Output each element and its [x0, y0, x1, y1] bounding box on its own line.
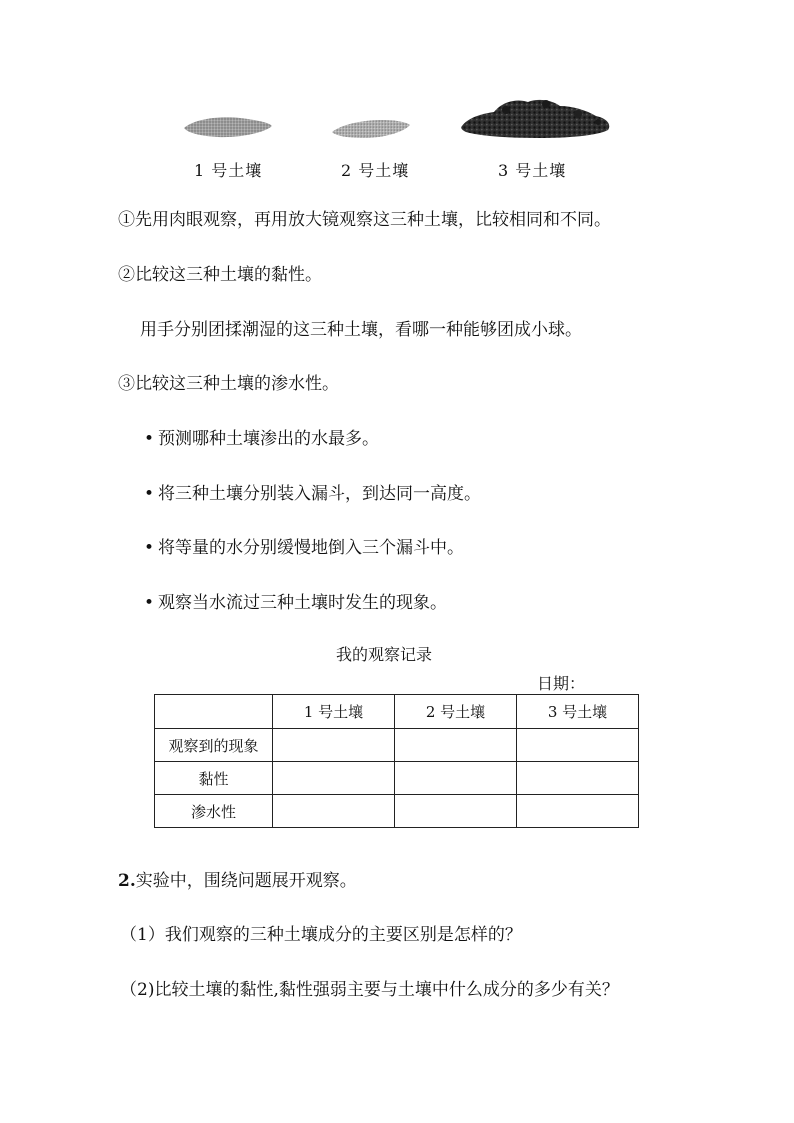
table-row — [155, 795, 639, 828]
section-2-heading — [118, 866, 357, 891]
step-2-text: ②比较这三种土壤的黏性。 — [118, 265, 322, 285]
soil-3-label: 3 号土壤 — [498, 161, 567, 180]
record-cell[interactable] — [517, 729, 639, 762]
question-2: （2)比较土壤的黏性,黏性强弱主要与土壤中什么成分的多少有关？ — [120, 980, 619, 1000]
record-cell[interactable] — [395, 729, 517, 762]
soil-1-label: 1 号土壤 — [194, 161, 263, 180]
bullet-icon: • — [144, 538, 155, 558]
observation-record-table — [154, 694, 639, 828]
bullet-item — [144, 533, 464, 558]
bullet-text: 将等量的水分别缓慢地倒入三个漏斗中。 — [158, 538, 465, 558]
bullet-item — [144, 588, 447, 613]
bullet-item — [144, 424, 379, 449]
record-cell[interactable] — [273, 729, 395, 762]
section-number: 2. — [118, 871, 136, 891]
table-row — [155, 729, 639, 762]
bullet-icon: • — [144, 593, 155, 613]
bullet-text: 观察当水流过三种土壤时发生的现象。 — [158, 593, 448, 613]
record-cell[interactable] — [395, 762, 517, 795]
table-header-cell: 3 号土壤 — [517, 695, 639, 729]
bullet-icon: • — [144, 429, 155, 449]
table-header-cell: 1 号土壤 — [273, 695, 395, 729]
record-cell[interactable] — [395, 795, 517, 828]
section-heading-text: 实验中，围绕问题展开观察。 — [135, 871, 357, 891]
date-label: 日期： — [537, 674, 586, 693]
table-header-cell: 2 号土壤 — [395, 695, 517, 729]
row-label: 观察到的现象 — [155, 729, 273, 762]
record-cell[interactable] — [273, 762, 395, 795]
row-label: 渗水性 — [155, 795, 273, 828]
step-1-text: ①先用肉眼观察，再用放大镜观察这三种土壤，比较相同和不同。 — [118, 210, 611, 230]
soil-2-label: 2 号土壤 — [341, 161, 410, 180]
soil-3-image — [458, 96, 614, 142]
bullet-text: 预测哪种土壤渗出的水最多。 — [158, 429, 380, 449]
record-cell[interactable] — [517, 762, 639, 795]
table-row — [155, 762, 639, 795]
bullet-item — [144, 479, 481, 504]
record-cell[interactable] — [273, 795, 395, 828]
table-header-cell — [155, 695, 273, 729]
question-1: （1）我们观察的三种土壤成分的主要区别是怎样的？ — [120, 925, 522, 945]
bullet-text: 将三种土壤分别装入漏斗，到达同一高度。 — [158, 484, 482, 504]
step-3-text: ③比较这三种土壤的渗水性。 — [118, 374, 339, 394]
record-cell[interactable] — [517, 795, 639, 828]
bullet-icon: • — [144, 484, 155, 504]
record-title: 我的观察记录 — [336, 645, 433, 664]
row-label: 黏性 — [155, 762, 273, 795]
soil-2-image — [330, 114, 412, 142]
soil-1-image — [182, 112, 274, 142]
table-header-row — [155, 695, 639, 729]
step-2-detail: 用手分别团揉潮湿的这三种土壤，看哪一种能够团成小球。 — [140, 320, 582, 340]
